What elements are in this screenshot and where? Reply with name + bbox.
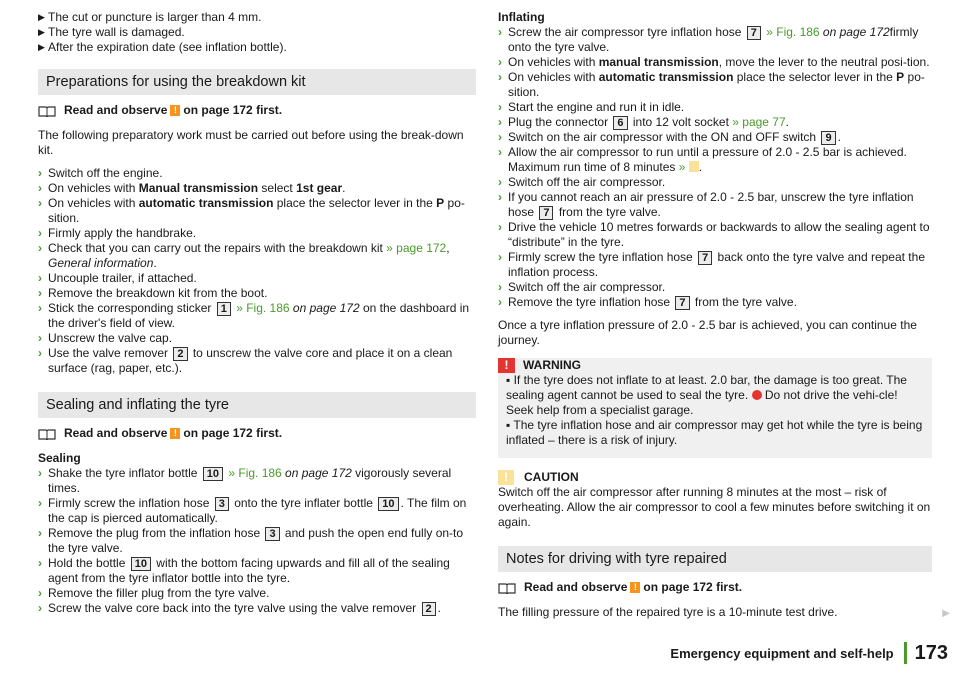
list-item: › Switch on the air compressor with the ON and OFF switch 9 . [498, 130, 841, 144]
read-observe-line: Read and observe ! on page 172 first. [38, 103, 476, 118]
list-item: › If you cannot reach an air pressure of 2.0 - 2.5 bar, unscrew the tyre inflation hose 7 from the tyre valve. [498, 190, 914, 219]
warning-mark-icon: ! [170, 428, 180, 439]
caution-text: Switch off the air compressor after running 8 minutes at the most – risk of overheating. Allow the air compressor to cool a few minutes before switching it on again. [498, 485, 931, 529]
list-item: › Stick the corresponding sticker 1 » Fig. 186 on page 172 on the dashboard in the driver's field of view. [38, 301, 470, 330]
figure-link[interactable]: » Fig. 186 [225, 466, 282, 480]
section-heading: Notes for driving with tyre repaired [498, 546, 932, 572]
arrow-bullet-icon: › [498, 55, 502, 69]
arrow-bullet-icon: › [38, 241, 42, 255]
arrow-bullet-icon: › [38, 526, 42, 540]
stop-icon [752, 390, 762, 400]
caution-heading: ! CAUTION [498, 470, 932, 485]
arrow-bullet-icon: › [38, 346, 42, 360]
arrow-bullet-icon: › [38, 226, 42, 240]
part-number-badge: 7 [675, 296, 689, 310]
part-number-badge: 3 [215, 497, 229, 511]
warning-icon: ! [498, 358, 515, 373]
list-item: › Screw the valve core back into the tyre valve using the valve remover 2 . [38, 601, 441, 615]
list-item: › Firmly screw the tyre inflation hose 7 back onto the tyre valve and repeat the inflation process. [498, 250, 925, 279]
list-item: › On vehicles with automatic transmission place the selector lever in the P po-sition. [498, 70, 925, 99]
intro-text: The following preparatory work must be carried out before using the break-down kit. [38, 128, 464, 157]
arrow-bullet-icon: › [498, 130, 502, 144]
list-item: › Allow the air compressor to run until a pressure of 2.0 - 2.5 bar is achieved. Maximum run time of 8 minutes » . [498, 145, 907, 174]
arrow-bullet-icon: › [498, 295, 502, 309]
arrow-bullet-icon: › [498, 250, 502, 264]
part-number-badge: 10 [378, 497, 398, 511]
arrow-bullet-icon: › [498, 145, 502, 159]
footer-divider [904, 642, 907, 664]
arrow-bullet-icon: › [38, 496, 42, 510]
part-number-badge: 2 [422, 602, 436, 616]
list-item: › Unscrew the valve cap. [38, 331, 173, 345]
part-number-badge: 2 [173, 347, 187, 361]
arrow-bullet-icon: › [38, 196, 42, 210]
arrow-bullet-icon: › [38, 286, 42, 300]
continue-arrow-icon: ▶ [942, 608, 950, 619]
warning-mark-icon: ! [630, 582, 640, 593]
list-item: › Switch off the air compressor. [498, 280, 666, 294]
warning-item: ▪ The tyre inflation hose and air compressor may get hot while the tyre is being inflated – there is a risk of injury. [506, 418, 923, 447]
caution-icon: ! [498, 470, 514, 485]
list-item: ▶ The tyre wall is damaged. [38, 25, 185, 39]
figure-link[interactable]: » Fig. 186 [232, 301, 290, 315]
list-item: › Plug the connector 6 into 12 volt socket » page 77. [498, 115, 789, 129]
notes-text: The filling pressure of the repaired tyre is a 10-minute test drive. [498, 605, 838, 619]
warning-box [498, 358, 932, 458]
arrow-bullet-icon: › [38, 601, 42, 615]
arrow-bullet-icon: › [38, 271, 42, 285]
arrow-bullet-icon: › [498, 220, 502, 234]
book-icon [498, 582, 516, 594]
right-column [498, 10, 932, 620]
warning-mark-icon: ! [170, 105, 180, 116]
arrow-bullet-icon: › [38, 301, 42, 315]
list-item: › Check that you can carry out the repairs with the breakdown kit » page 172, General information. [38, 241, 450, 270]
list-item: ▶ The cut or puncture is larger than 4 mm. [38, 10, 262, 24]
list-item: › Switch off the air compressor. [498, 175, 666, 189]
list-item: › On vehicles with automatic transmission place the selector lever in the P po-sition. [38, 196, 465, 225]
read-observe-line: Read and observe ! on page 172 first. [498, 580, 932, 595]
arrow-bullet-icon: › [498, 175, 502, 189]
list-item: › On vehicles with Manual transmission select 1st gear. [38, 181, 346, 195]
warning-item: ▪ If the tyre does not inflate to at least. 2.0 bar, the damage is too great. The sealing agent cannot be used to seal the tyre. Do not drive the vehi-cle! Seek help from a specialist garage. [506, 373, 907, 417]
arrow-bullet-icon: › [38, 466, 42, 480]
page-link[interactable]: » page 172 [386, 241, 447, 255]
list-item: › Uncouple trailer, if attached. [38, 271, 197, 285]
part-number-badge: 9 [821, 131, 835, 145]
list-item: › Start the engine and run it in idle. [498, 100, 685, 114]
list-item: › Drive the vehicle 10 metres forwards or backwards to allow the sealing agent to “distribute” in the tyre. [498, 220, 930, 249]
part-number-badge: 6 [613, 116, 627, 130]
list-item: › Remove the tyre inflation hose 7 from the tyre valve. [498, 295, 797, 309]
arrow-bullet-icon: › [38, 181, 42, 195]
part-number-badge: 1 [217, 302, 231, 316]
arrow-bullet-icon: › [498, 190, 502, 204]
part-number-badge: 7 [539, 206, 553, 220]
list-item: › Remove the breakdown kit from the boot. [38, 286, 268, 300]
list-item: › Shake the tyre inflator bottle 10 » Fig. 186 on page 172 vigorously several times. [38, 466, 452, 495]
arrow-bullet-icon: › [38, 331, 42, 345]
arrow-bullet-icon: › [38, 586, 42, 600]
book-icon [38, 428, 56, 440]
list-item: › Remove the filler plug from the tyre valve. [38, 586, 270, 600]
arrow-bullet-icon: › [498, 70, 502, 84]
warning-heading: ! WARNING [506, 358, 924, 373]
list-item: ▶ After the expiration date (see inflation bottle). [38, 40, 287, 54]
triangle-bullet-icon: ▶ [38, 12, 45, 22]
list-item: › Hold the bottle 10 with the bottom facing upwards and fill all of the sealing agent from the tyre inflator bottle into the tyre. [38, 556, 450, 585]
arrow-bullet-icon: › [38, 166, 42, 180]
list-item: › Firmly apply the handbrake. [38, 226, 197, 240]
page-number: 173 [914, 641, 948, 664]
part-number-badge: 7 [747, 26, 761, 40]
triangle-bullet-icon: ▶ [38, 42, 45, 52]
subheading: Inflating [498, 10, 545, 24]
list-item: › On vehicles with manual transmission, move the lever to the neutral posi-tion. [498, 55, 930, 69]
list-item: › Screw the air compressor tyre inflation hose 7 » Fig. 186 on page 172firmly onto the tyre valve. [498, 25, 919, 54]
continue-text: Once a tyre inflation pressure of 2.0 - 2.5 bar is achieved, you can continue the journey. [498, 318, 917, 347]
chapter-title: Emergency equipment and self-help [670, 645, 894, 661]
arrow-bullet-icon: › [498, 100, 502, 114]
part-number-badge: 7 [698, 251, 712, 265]
part-number-badge: 10 [131, 557, 151, 571]
page-link[interactable]: » page 77 [732, 115, 786, 129]
subheading: Sealing [38, 451, 81, 465]
section-heading: Sealing and inflating the tyre [38, 392, 476, 418]
read-observe-line: Read and observe ! on page 172 first. [38, 426, 476, 441]
arrow-bullet-icon: › [498, 25, 502, 39]
part-number-badge: 10 [203, 467, 223, 481]
list-item: › Switch off the engine. [38, 166, 163, 180]
left-column [38, 10, 476, 616]
caution-mark-icon [689, 161, 699, 172]
figure-link[interactable]: » Fig. 186 [762, 25, 820, 39]
triangle-bullet-icon: ▶ [38, 27, 45, 37]
list-item: › Use the valve remover 2 to unscrew the valve core and place it on a clean surface (rag, paper, etc.). [38, 346, 453, 375]
list-item: › Remove the plug from the inflation hose 3 and push the open end fully on-to the tyre valve. [38, 526, 464, 555]
arrow-bullet-icon: › [38, 556, 42, 570]
arrow-bullet-icon: › [498, 280, 502, 294]
arrow-bullet-icon: › [498, 115, 502, 129]
section-heading: Preparations for using the breakdown kit [38, 69, 476, 95]
page-footer [670, 642, 948, 664]
caution-link[interactable]: » [678, 160, 686, 174]
part-number-badge: 3 [265, 527, 279, 541]
book-icon [38, 105, 56, 117]
list-item: › Firmly screw the inflation hose 3 onto the tyre inflater bottle 10 . The film on the cap is pierced automatically. [38, 496, 467, 525]
